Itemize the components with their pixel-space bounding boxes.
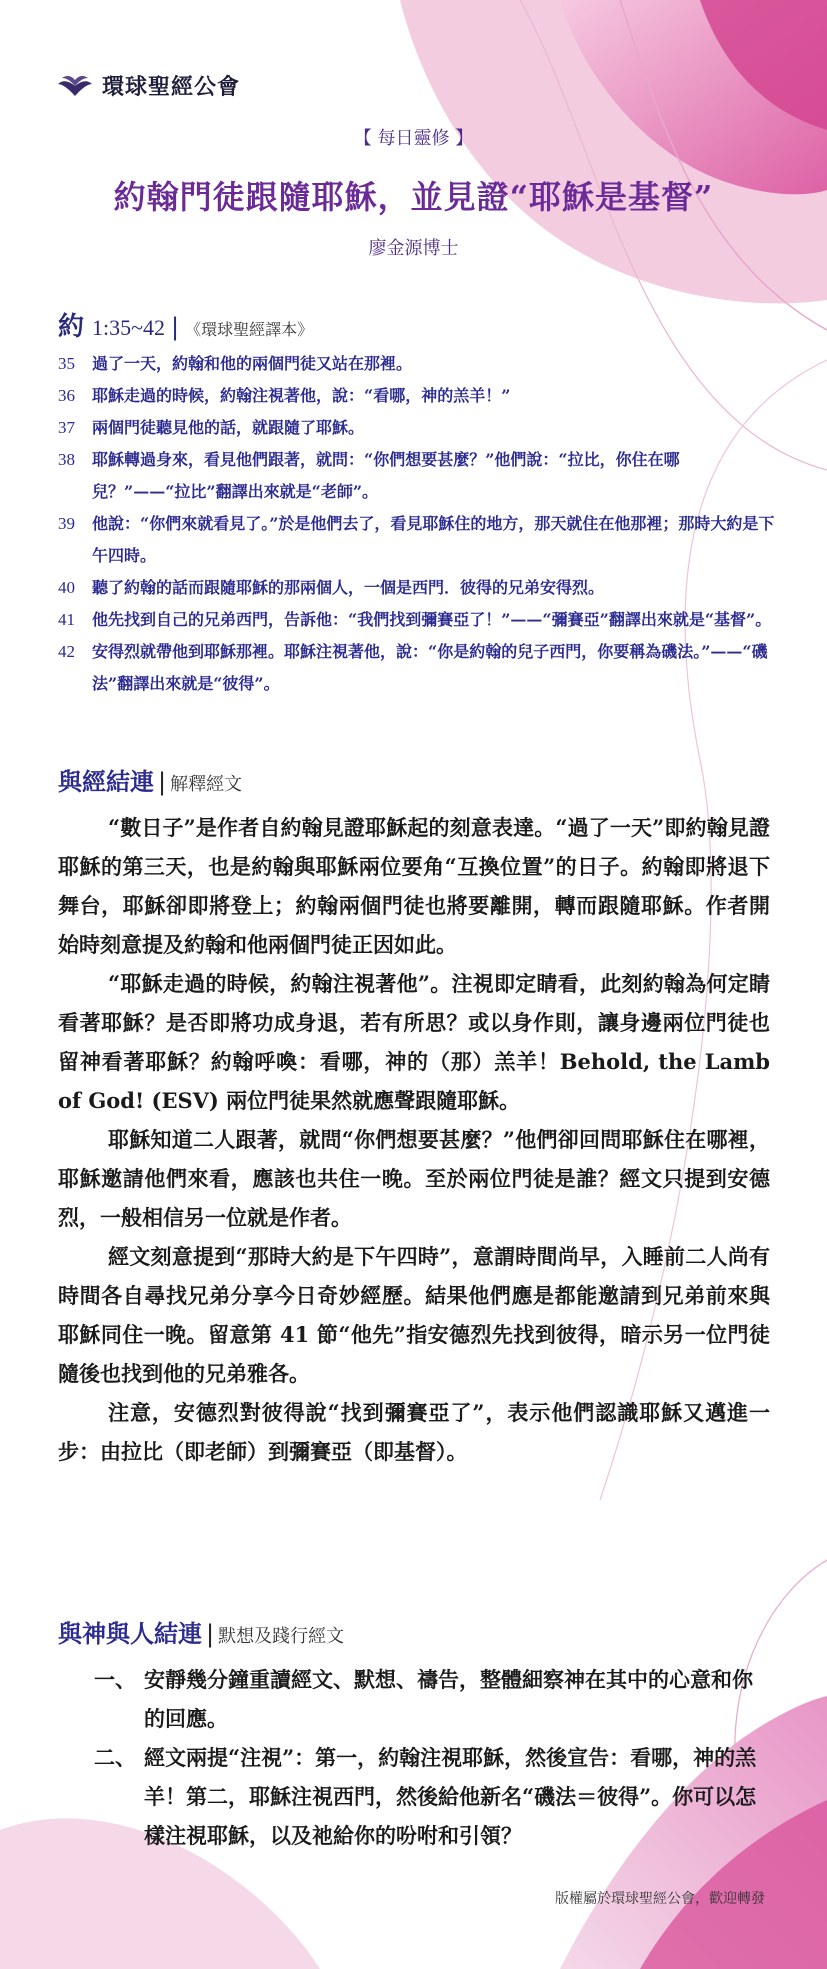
section-heading-apply — [58, 1614, 344, 1649]
verse-text: 耶穌轉過身來，看見他們跟著，就問：“你們想要甚麼？”他們說：“拉比，你住在哪兒？”——“拉比”翻譯出來就是“老師”。 — [92, 450, 680, 501]
section-subtitle: 解釋經文 — [170, 774, 243, 795]
verse-text: 過了一天，約翰和他的兩個門徒又站在那裡。 — [92, 354, 413, 373]
page-title: 約翰門徒跟隨耶穌，並見證“耶穌是基督” — [113, 178, 714, 216]
list-item — [94, 1660, 770, 1738]
verse — [58, 604, 778, 636]
verse — [58, 572, 778, 604]
application-list — [94, 1660, 770, 1855]
brand-name: 環球聖經公會 — [102, 75, 241, 100]
brand-logo — [58, 70, 240, 101]
list-item-number: 二、 — [94, 1745, 136, 1770]
section-title: 與經結連 — [58, 767, 154, 796]
verse-list — [58, 348, 778, 700]
verse-text: 耶穌走過的時候，約翰注視著他，說：“看哪，神的羔羊！” — [92, 386, 511, 405]
verse — [58, 412, 778, 444]
list-item — [94, 1738, 770, 1855]
copyright-notice: 版權屬於環球聖經公會，歡迎轉發 — [555, 1891, 765, 1907]
commentary-paragraph: 注意，安德烈對彼得說“找到彌賽亞了”，表示他們認識耶穌又邁進一步：由拉比（即老師）到彌賽亞（即基督）。 — [58, 1400, 770, 1464]
verse-text: 安得烈就帶他到耶穌那裡。耶穌注視著他，說：“你是約翰的兒子西門，你要稱為磯法。”——“磯法”翻譯出來就是“彼得”。 — [92, 642, 768, 693]
verse-text: 他先找到自己的兄弟西門，告訴他：“我們找到彌賽亞了！”——“彌賽亞”翻譯出來就是“基督”。 — [92, 610, 772, 629]
verse — [58, 636, 778, 700]
commentary-paragraph: 耶穌知道二人跟著，就問“你們想要甚麼？”他們卻回問耶穌住在哪裡，耶穌邀請他們來看，應該也共住一晚。至於兩位門徒是誰？經文只提到安德烈，一般相信另一位就是作者。 — [58, 1127, 770, 1230]
verse-text: 兩個門徒聽見他的話，就跟隨了耶穌。 — [92, 418, 365, 437]
scripture-range: 1:35~42 — [92, 315, 166, 340]
section-subtitle: 默想及踐行經文 — [218, 1626, 345, 1647]
commentary-paragraph: “耶穌走過的時候，約翰注視著他”。注視即定睛看，此刻約翰為何定睛看著耶穌？是否即將功成身退，若有所思？或以身作則，讓身邊兩位門徒也留神看著耶穌？約翰呼喚：看哪，神的（那）羔羊！Behold, the Lamb of God! (ESV) 兩位門徒果然就應聲跟隨耶穌。 — [58, 971, 770, 1113]
verse-number: 39 — [58, 514, 75, 533]
section-separator: | — [206, 1620, 215, 1648]
devotion-tag: 【 每日靈修 】 — [353, 128, 474, 149]
scripture-version: 《環球聖經譯本》 — [185, 320, 314, 339]
section-heading-interpret — [58, 762, 242, 797]
list-item-number: 一、 — [94, 1667, 136, 1692]
verse-text: 他說：“你們來就看見了。”於是他們去了，看見耶穌住的地方，那天就住在他那裡；那時大約是下午四時。 — [92, 514, 775, 565]
verse-number: 42 — [58, 642, 75, 661]
verse — [58, 380, 778, 412]
section-separator: | — [158, 768, 167, 796]
verse-number: 36 — [58, 386, 75, 405]
verse-text: 聽了約翰的話而跟隨耶穌的那兩個人，一個是西門．彼得的兄弟安得烈。 — [92, 578, 605, 597]
verse-number: 37 — [58, 418, 75, 437]
commentary-paragraph: “數日子”是作者自約翰見證耶穌起的刻意表達。“過了一天”即約翰見證耶穌的第三天，也是約翰與耶穌兩位要角“互換位置”的日子。約翰即將退下舞台，耶穌卻即將登上；約翰兩個門徒也將要離開，轉而跟隨耶穌。作者開始時刻意提及約翰和他兩個門徒正因如此。 — [58, 815, 770, 957]
verse-number: 35 — [58, 354, 75, 373]
verse-number: 38 — [58, 450, 75, 469]
verse-number: 41 — [58, 610, 75, 629]
list-item-text: 安靜幾分鐘重讀經文、默想、禱告，整體細察神在其中的心意和你的回應。 — [144, 1667, 753, 1731]
verse — [58, 348, 778, 380]
verse-number: 40 — [58, 578, 75, 597]
verse — [58, 444, 778, 508]
commentary-body — [58, 808, 770, 1471]
commentary-paragraph: 經文刻意提到“那時大約是下午四時”，意謂時間尚早，入睡前二人尚有時間各自尋找兄弟分享今日奇妙經歷。結果他們應是都能邀請到兄弟前來與耶穌同住一晚。留意第 41 節“他先”指安德烈先找到彼得，暗示另一位門徒隨後也找到他的兄弟雅各。 — [58, 1244, 770, 1386]
scripture-separator: | — [171, 313, 180, 341]
verse — [58, 508, 778, 572]
scripture-reference — [58, 306, 313, 343]
author: 廖金源博士 — [368, 238, 459, 259]
bible-society-logo-icon — [58, 74, 92, 98]
section-title: 與神與人結連 — [58, 1619, 202, 1648]
list-item-text: 經文兩提“注視”：第一，約翰注視耶穌，然後宣告：看哪，神的羔羊！第二，耶穌注視西門，然後給他新名“磯法＝彼得”。你可以怎樣注視耶穌，以及祂給你的吩咐和引領？ — [144, 1745, 757, 1848]
scripture-book: 約 — [58, 312, 85, 342]
